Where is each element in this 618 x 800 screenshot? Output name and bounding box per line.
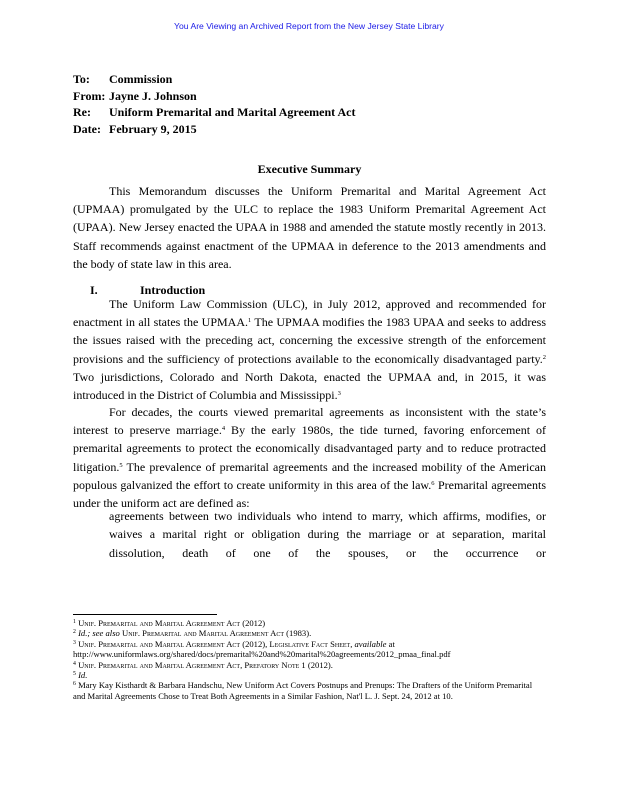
archive-banner: You Are Viewing an Archived Report from the New Jersey State Library [174,21,444,31]
memo-to-label: To: [73,72,90,86]
memo-from-value: Jayne J. Johnson [109,88,197,103]
footnote-6-number: 6 [73,681,76,688]
section-title: Introduction [140,283,206,297]
footnote-ref-3[interactable]: 3 [337,390,341,398]
footnote-3-url-link[interactable]: http://www.uniformlaws.org/shared/docs/premarital%20and%20marital%20agreements/2012_pmaa_final.pdf [73,649,451,660]
footnote-2-see-also: ; see also [87,628,120,639]
footnote-5-text: Id. [78,670,88,681]
footnote-2-text: Unif. Premarital and Marital Agreement Act (1983). [122,628,312,639]
memo-from-label: From: [73,88,106,103]
footnote-2-id: Id. [78,628,88,639]
footnote-4 [73,660,546,670]
memo-date-value: February 9, 2015 [109,121,197,136]
footnote-ref-5[interactable]: 5 [119,461,123,469]
footnote-separator [73,614,217,615]
memo-to-value: Commission [109,72,173,86]
footnote-1-number: 1 [73,619,76,625]
intro-p1-text-a: The Uniform Law Commission (ULC), in July 2012, approved and recommended for enactment in all states the UPMAA. [73,297,546,330]
executive-summary-paragraph [73,182,546,273]
footnote-5 [73,670,546,680]
memo-re-label: Re: [73,105,91,119]
memo-from-row [73,88,356,105]
executive-summary-heading: Executive Summary [257,162,362,176]
memo-date-label: Date: [73,121,101,136]
footnote-3-available: available [354,638,387,649]
footnotes [73,618,546,701]
intro-p2-text-c: The prevalence of premarital agreements and the increased mobility of the American populous galvanized the effort to create uniformity in this area of the law. [73,459,546,492]
footnote-3-text: Unif. Premarital and Marital Agreement Act (2012), Legislative Fact Sheet, [78,638,353,649]
footnote-4-number: 4 [73,660,76,667]
footnote-3-number: 3 [73,639,76,646]
footnote-2-number: 2 [73,629,76,636]
definition-block-quote: agreements between two individuals who intend to marry, which affirms, modifies, or waives a marital right or obligation during the marriage or at separation, marital dissolution, death of one of the spouses, or the occurrence or [109,509,546,560]
footnote-1 [73,618,546,628]
footnote-ref-6[interactable]: 6 [431,479,435,487]
footnote-ref-4[interactable]: 4 [221,425,226,433]
footnote-ref-2[interactable]: 2 [542,353,546,361]
footnote-3 [73,639,546,660]
memo-date-row [73,121,356,138]
footnote-2 [73,628,546,638]
intro-p1-text-c: Two jurisdictions, Colorado and North Dakota, enacted the UPMAA and, in 2015, it was introduced in the District of Columbia and Mississippi. [73,369,546,403]
executive-summary-text: This Memorandum discusses the Uniform Premarital and Marital Agreement Act (UPMAA) promulgated by the ULC to replace the 1983 Uniform Premarital Agreement Act (UPAA). New Jersey enacted the UPAA in 1988 and amended the statute mostly recently in 2013. Staff recommends against enactment of the UPMAA in deference to the 2013 amendments and the body of state law in this area. [73,184,546,271]
footnote-6 [73,680,546,701]
introduction-paragraph-2 [73,403,546,512]
intro-p2-text-b: By the early 1980s, the tide turned, favoring enforcement of premarital agreements to protect the economically disadvantaged party and to reduce protracted litigation. [73,423,546,474]
intro-p2-text-d: Premarital agreements under the uniform act are defined as: [73,477,546,511]
footnote-5-number: 5 [73,671,76,678]
footnote-ref-1[interactable]: 1 [248,317,252,325]
memo-to-row [73,71,356,88]
intro-p1-text-b: The UPMAA modifies the 1983 UPAA and seeks to address the issues raised with the preceding act, concerning the excessive strength of the enforcement provisions and the sufficiency of protections available to the economically disadvantaged party. [73,315,547,366]
memo-re-value: Uniform Premarital and Marital Agreement Act [109,105,356,119]
footnote-6-text: Mary Kay Kisthardt & Barbara Handschu, New Uniform Act Covers Postnups and Prenups: The Drafters of the Uniform Premarital and Marital Agreements Chose to Treat Both Agreements in a Similar Fashion, Nat'l L. J. Sept. 24, 2012 at 10. [73,680,533,701]
intro-p2-text-a: For decades, the courts viewed premarital agreements as inconsistent with the state’s interest to preserve marriage. [73,405,546,438]
footnote-1-text: Unif. Premarital and Marital Agreement Act (2012) [78,618,266,628]
footnote-3-at: at [388,638,395,649]
memo-re-row [73,104,356,121]
section-number: I. [90,283,98,297]
footnote-4-text: Unif. Premarital and Marital Agreement Act, Prefatory Note 1 (2012). [78,659,333,670]
introduction-paragraph-1 [73,295,546,404]
memo-header [73,71,356,137]
